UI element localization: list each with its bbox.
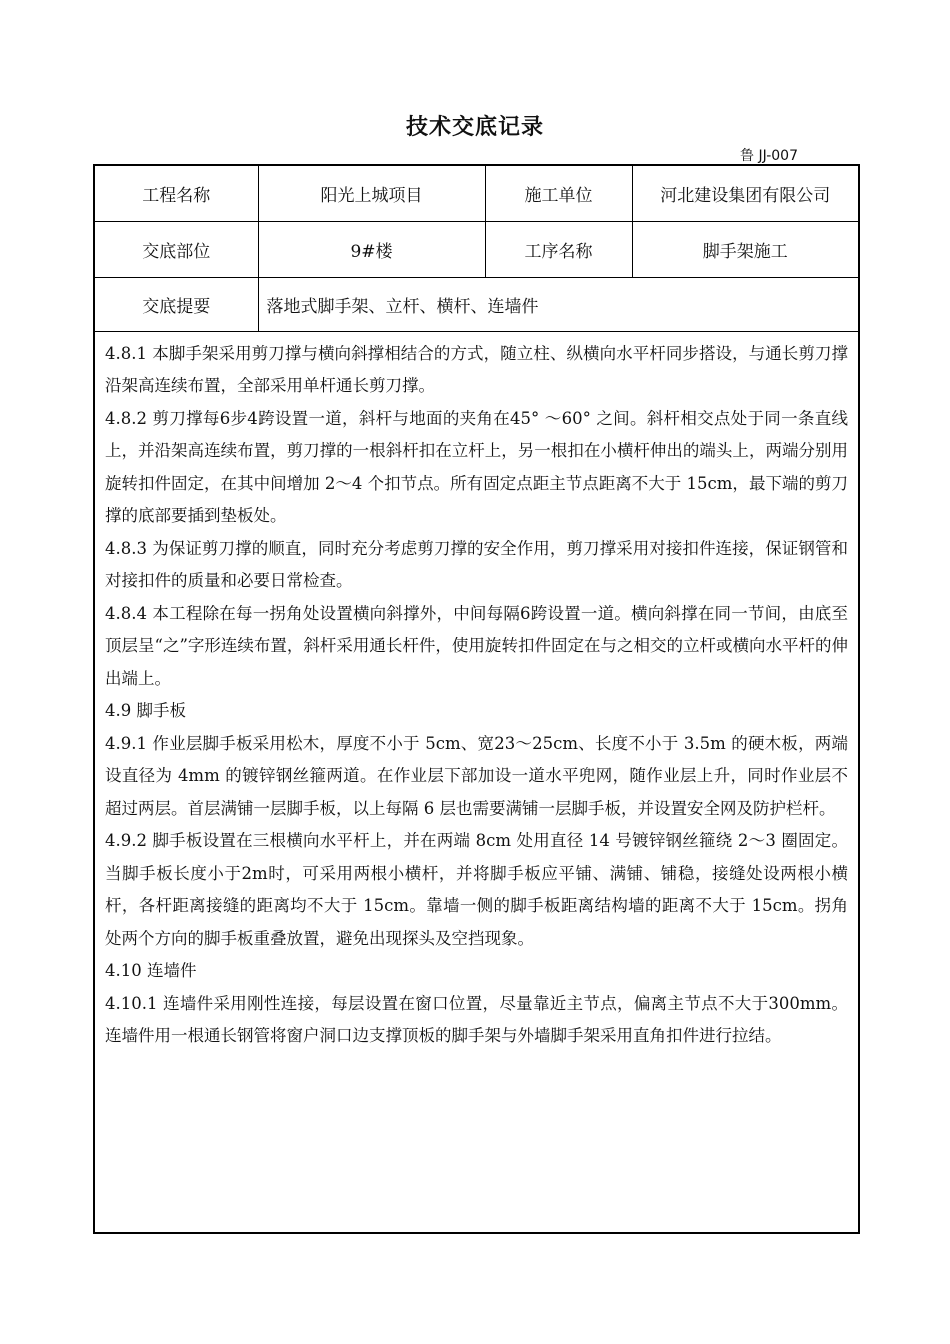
heading-4-10: 4.10 连墙件 bbox=[105, 961, 197, 980]
paragraph-4-10-1: 4.10.1 连墙件采用刚性连接，每层设置在窗口位置，尽量靠近主节点，偏离主节点不大于300mm。连墙件用一根通长钢管将窗户洞口边支撑顶板的脚手架与外墙脚手架采用直角扣件进行拉结。 bbox=[105, 993, 848, 1045]
summary-value: 落地式脚手架、立杆、横杆、连墙件 bbox=[258, 277, 859, 331]
project-name-value: 阳光上城项目 bbox=[258, 165, 485, 221]
contractor-value: 河北建设集团有限公司 bbox=[632, 165, 859, 221]
paragraph-4-9-1: 4.9.1 作业层脚手板采用松木，厚度不小于 5cm、宽23～25cm、长度不小于 3.5m 的硬木板，两端设直径为 4mm 的镀锌钢丝箍两道。在作业层下部加设一道水平兜网，随作业层上升，同时作业层不超过两层。首层满铺一层脚手板，以上每隔 6 层也需要满铺一层脚手板，并设置安全网及防护栏杆。 bbox=[105, 733, 848, 818]
process-value: 脚手架施工 bbox=[632, 221, 859, 277]
briefing-table bbox=[93, 164, 860, 1234]
content-cell bbox=[94, 331, 859, 1233]
paragraph-4-8-3: 4.8.3 为保证剪刀撑的顺直，同时充分考虑剪刀撑的安全作用，剪刀撑采用对接扣件连接，保证钢管和对接扣件的质量和必要日常检查。 bbox=[105, 538, 848, 590]
info-row-2 bbox=[94, 221, 859, 277]
info-row-3 bbox=[94, 277, 859, 331]
heading-4-9: 4.9 脚手板 bbox=[105, 701, 186, 720]
project-name-label: 工程名称 bbox=[94, 165, 258, 221]
location-label: 交底部位 bbox=[94, 221, 258, 277]
paragraph-4-8-2: 4.8.2 剪刀撑每6步4跨设置一道，斜杆与地面的夹角在45° ～60° 之间。斜杆相交点处于同一条直线上，并沿架高连续布置，剪刀撑的一根斜杆扣在立杆上，另一根扣在小横杆伸出的端头上，两端分别用旋转扣件固定，在其中间增加 2～4 个扣节点。所有固定点距主节点距离不大于 15cm，最下端的剪刀撑的底部要插到垫板处。 bbox=[105, 408, 848, 525]
process-label: 工序名称 bbox=[485, 221, 632, 277]
paragraph-4-8-4: 4.8.4 本工程除在每一拐角处设置横向斜撑外，中间每隔6跨设置一道。横向斜撑在同一节间，由底至顶层呈“之”字形连续布置，斜杆采用通长杆件，使用旋转扣件固定在与之相交的立杆或横向水平杆的伸出端上。 bbox=[105, 603, 848, 688]
paragraph-4-8-1: 4.8.1 本脚手架采用剪刀撑与横向斜撑相结合的方式，随立柱、纵横向水平杆同步搭设，与通长剪刀撑沿架高连续布置，全部采用单杆通长剪刀撑。 bbox=[105, 343, 848, 395]
paragraph-4-9-2: 4.9.2 脚手板设置在三根横向水平杆上，并在两端 8cm 处用直径 14 号镀锌钢丝箍绕 2～3 圈固定。当脚手板长度小于2m时，可采用两根小横杆，并将脚手板应平铺、满铺、铺稳，接缝处设两根小横杆，各杆距离接缝的距离均不大于 15cm。靠墙一侧的脚手板距离结构墙的距离不大于 15cm。拐角处两个方向的脚手板重叠放置，避免出现探头及空挡现象。 bbox=[105, 831, 848, 948]
info-row-1 bbox=[94, 165, 859, 221]
summary-label: 交底提要 bbox=[94, 277, 258, 331]
content-row bbox=[94, 331, 859, 1233]
contractor-label: 施工单位 bbox=[485, 165, 632, 221]
form-code: 鲁 JJ-007 bbox=[740, 148, 798, 164]
location-value: 9#楼 bbox=[258, 221, 485, 277]
document-title: 技术交底记录 bbox=[405, 115, 544, 140]
